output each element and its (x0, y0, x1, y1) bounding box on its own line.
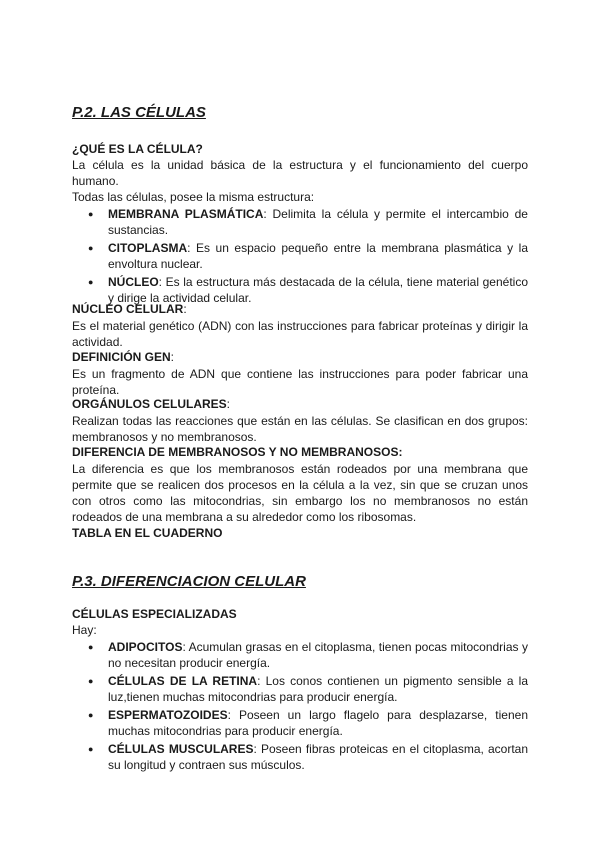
list-item-term: CITOPLASMA (108, 241, 188, 255)
specialized-heading: CÉLULAS ESPECIALIZADAS (72, 607, 237, 621)
tabla-note: TABLA EN EL CUADERNO (72, 526, 223, 540)
hay-text: Hay: (72, 623, 97, 637)
question-text: La célula es la unidad básica de la estructura y el funcionamiento del cuerpo humano. (72, 158, 528, 188)
list-item-term: NÚCLEO (108, 275, 159, 289)
nucleo-heading (72, 302, 187, 316)
section-2-title: P.2. LAS CÉLULAS (72, 104, 206, 121)
cell-structure-list (72, 206, 528, 306)
list-item-text: : Delimita la célula y permite el intercambio de sustancias. (108, 207, 528, 237)
list-item-text: : Es un espacio pequeño entre la membrana plasmática y la envoltura nuclear. (108, 241, 528, 271)
organulos-heading-text: ORGÁNULOS CELULARES (72, 397, 227, 411)
list-item-text: : Los conos contienen un pigmento sensible a la luz,tienen muchas mitocondrias para producir energía. (108, 674, 529, 704)
list-item-term: MEMBRANA PLASMÁTICA (108, 207, 264, 221)
list-item-text: : Acumulan grasas en el citoplasma, tienen pocas mitocondrias y no necesitan producir energía. (108, 640, 528, 670)
gen-heading (72, 350, 174, 364)
list-item (72, 206, 528, 238)
list-item (72, 639, 528, 671)
organulos-heading (72, 397, 230, 411)
list-item-text: : Poseen fibras proteicas en el citoplasma, acortan su longitud y contraen sus músculos. (108, 742, 528, 772)
organulos-text: Realizan todas las reacciones que están en las células. Se clasifican en dos grupos: membranosos y no membranosos. (72, 414, 528, 444)
gen-text: Es un fragmento de ADN que contiene las instrucciones para poder fabricar una proteína. (72, 367, 528, 397)
organulos-heading-colon: : (226, 397, 231, 411)
list-item-text: : Poseen un largo flagelo para desplazarse, tienen muchas mitocondrias para producir energía. (108, 708, 528, 738)
list-item (72, 673, 528, 705)
list-item-term: CÉLULAS DE LA RETINA (108, 674, 258, 688)
gen-heading-text: DEFINICIÓN GEN (72, 350, 171, 364)
diferencia-heading: DIFERENCIA DE MEMBRANOSOS Y NO MEMBRANOSOS: (72, 445, 403, 459)
list-item (72, 240, 528, 272)
diferencia-text: La diferencia es que los membranosos están rodeados por una membrana que permite que se realicen dos procesos en la célula a la vez, sin que se cruzan unos con otros como las mitocondrias, sin embargo los no membranosos no están rodeados de una membrana a su alrededor como los ribosomas. (72, 462, 528, 524)
gen-heading-colon: : (170, 350, 175, 364)
structure-intro: Todas las células, posee la misma estructura: (72, 190, 315, 204)
list-item (72, 707, 528, 739)
list-item-term: ADIPOCITOS (108, 640, 183, 654)
list-item-term: ESPERMATOZOIDES (108, 708, 228, 722)
section-3-title: P.3. DIFERENCIACION CELULAR (72, 573, 306, 590)
list-item-text: : Es la estructura más destacada de la célula, tiene material genético y dirige la actividad celular. (108, 275, 528, 305)
nucleo-heading-colon: : (183, 302, 187, 316)
nucleo-text: Es el material genético (ADN) con las instrucciones para fabricar proteínas y dirigir la actividad. (72, 319, 528, 349)
nucleo-heading-text: NÚCLEO CELULAR (72, 302, 184, 316)
list-item (72, 741, 528, 773)
list-item-term: CÉLULAS MUSCULARES (108, 742, 254, 756)
question-heading: ¿QUÉ ES LA CÉLULA? (72, 142, 203, 156)
specialized-cells-list (72, 639, 528, 773)
